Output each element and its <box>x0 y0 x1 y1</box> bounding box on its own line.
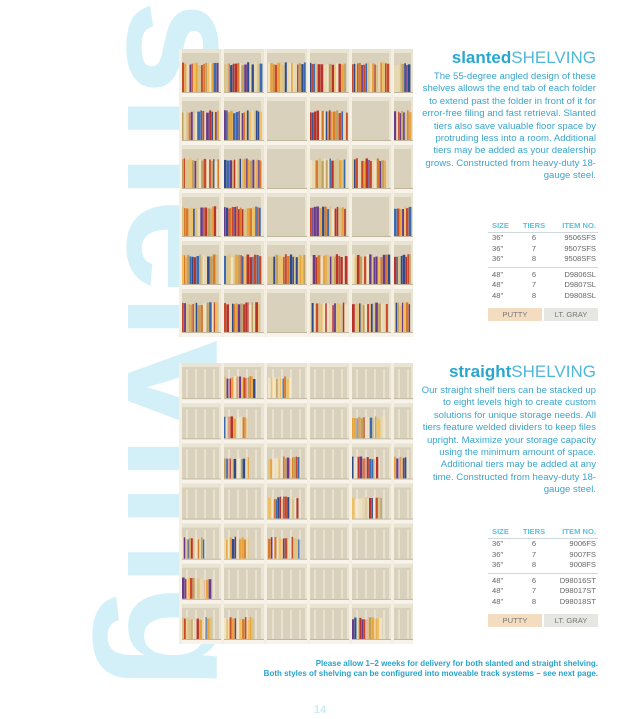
section-title <box>420 362 596 382</box>
header-item-no: ITEM NO. <box>562 527 596 536</box>
table-row: 48" 6 D9806SL <box>492 269 596 279</box>
table-header <box>488 526 598 539</box>
sidebar-word: shelving <box>92 0 280 682</box>
header-tiers: TIERS <box>522 527 546 536</box>
lt-gray-swatch: LT. GRAY <box>544 614 598 627</box>
slanted-spec-table <box>488 220 598 321</box>
table-row: 48" 8 D9808SL <box>492 290 596 300</box>
title-light: SHELVING <box>511 362 596 381</box>
title-bold: straight <box>448 362 512 381</box>
table-row: 36" 6 9506SFS <box>492 233 596 242</box>
straight-spec-table <box>488 526 598 627</box>
table-row: 36" 8 9508SFS <box>492 254 596 264</box>
table-group-48 <box>488 267 598 302</box>
table-row: 36" 7 9507SFS <box>492 243 596 253</box>
table-row: 48" 7 D98017ST <box>492 586 596 596</box>
header-item-no: ITEM NO. <box>562 221 596 230</box>
table-row: 48" 7 D9807SL <box>492 280 596 290</box>
putty-swatch: PUTTY <box>488 614 542 627</box>
table-group-48 <box>488 573 598 608</box>
straight-shelving-photo <box>179 363 413 644</box>
table-row: 36" 6 9006FS <box>492 539 596 548</box>
delivery-note <box>180 659 598 679</box>
title-light: SHELVING <box>511 48 596 67</box>
table-row: 48" 6 D98016ST <box>492 575 596 585</box>
table-group-36 <box>488 233 598 265</box>
lt-gray-swatch: LT. GRAY <box>544 308 598 321</box>
slanted-shelving-section <box>420 48 596 183</box>
table-header <box>488 220 598 233</box>
straight-shelving-section <box>420 362 596 497</box>
header-tiers: TIERS <box>522 221 546 230</box>
header-size: SIZE <box>492 221 509 230</box>
color-options <box>488 614 598 627</box>
putty-swatch: PUTTY <box>488 308 542 321</box>
footer-line-1: Please allow 1–2 weeks for delivery for both slanted and straight shelving. <box>315 659 598 668</box>
table-row: 36" 8 9008FS <box>492 560 596 570</box>
title-bold: slanted <box>451 48 512 67</box>
table-group-36 <box>488 539 598 571</box>
section-title <box>420 48 596 68</box>
color-options <box>488 308 598 321</box>
table-row: 36" 7 9007FS <box>492 549 596 559</box>
section-description: The 55-degree angled design of these shelves allows the end tab of each folder to extend past the folder in front of it for error-free filing and fast retrieval. Slanted tiers also save valuable floor space by protruding less into a room. Additional tiers may be added as your dealership grows. Constructed from heavy-duty 18-gauge steel. <box>422 71 596 182</box>
table-row: 48" 8 D98018ST <box>492 596 596 606</box>
slanted-shelving-photo <box>179 49 413 337</box>
sidebar-title <box>0 0 280 700</box>
section-description: Our straight shelf tiers can be stacked up to eight levels high to create custom solutions for unique storage needs. All tiers feature welded dividers to keep files upright. Maximize your storage capacity using the minimum amount of space. Additional tiers may be added at any time. Constructed from heavy-duty 18-gauge steel. <box>421 385 596 496</box>
header-size: SIZE <box>492 527 509 536</box>
footer-line-2: Both styles of shelving can be configured into moveable track systems – see next page. <box>263 669 598 678</box>
page-number: 14 <box>313 704 327 716</box>
